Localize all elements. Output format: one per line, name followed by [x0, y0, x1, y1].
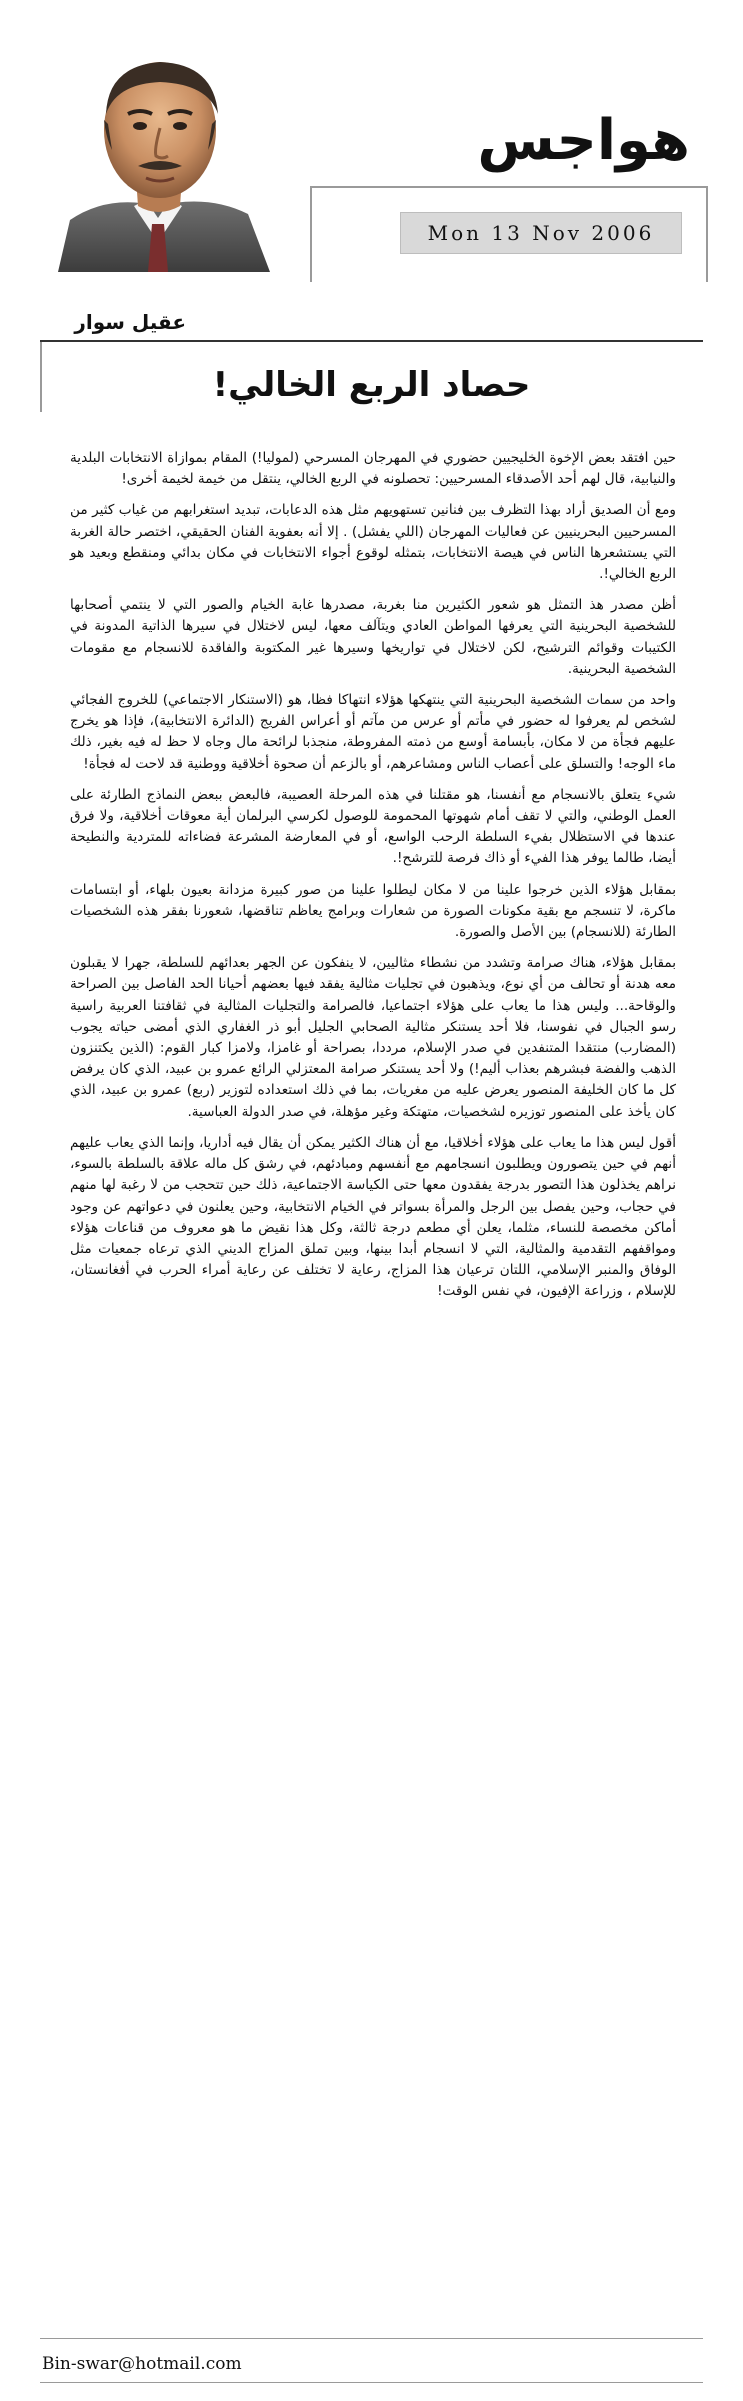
article-title: حصاد الربع الخالي! [212, 365, 531, 405]
footer-bottom-rule [40, 2382, 703, 2383]
footer-top-rule [40, 2338, 703, 2339]
publication-date [400, 212, 682, 254]
article-paragraph: بمقابل هؤلاء، هناك صرامة وتشدد من نشطاء مثاليين، لا ينفكون عن الجهر بعدائهم للسلطة، جهرا لا يقبلون معه هدنة أو تحالف من أي نوع، ويذهبون في تجليات مثالية يفقد فيها بعضهم أحيانا الحد الفاصل بين الصراحة والوقاحة... وليس هذا ما يعاب على هؤلاء اجتماعيا، فالصرامة والتجليات المثالية في ثقافتنا العربية راسية رسو الجبال في نفوسنا، فلا أحد يستنكر مثالية الصحابي الجليل أبو ذر الغفاري الذي أمضى حياته يجوب (المضارب) منتقدا المتنفدين في صدر الإسلام، مرددا، بصراحة أو غامزا، ولامزا كبار القوم: (الذين يكتنزون الذهب والفضة فبشرهم بعذاب أليم!) ولا أحد يستنكر صرامة المعتزلي الرائع عمرو بن عبيد، الذي كان يرفض كل ما كان الخليفة المنصور يعرض عليه من مغريات، بما في ذلك استعداده لتوزير (ربع) عمرو بن عبيد، الذي كان يأخذ على المنصور توزيره لشخصيات، متهتكة وغير مؤهلة، في صدر الدولة العباسية. [70, 955, 676, 1120]
date-text: Mon 13 Nov 2006 [427, 221, 655, 245]
article-paragraph: بمقابل هؤلاء الذين خرجوا علينا من لا مكان ليطلوا علينا من صور كبيرة مزدانة بعيون بلهاء، أو ابتسامات ماكرة، لا تنسجم مع بقية مكونات الصورة من شعارات وبرامج يعاظم تناقضها، شعورنا بفقر هذه الشخصيات الطارئة (للانسجام) بين الأصل والصورة. [70, 881, 676, 941]
author-portrait-image [48, 28, 278, 272]
column-name: هواجس [477, 108, 690, 173]
author-email[interactable]: Bin-swar@hotmail.com [42, 2354, 242, 2374]
author-underline [40, 340, 703, 342]
header-top-rule [310, 186, 312, 282]
article-paragraph: واحد من سمات الشخصية البحرينية التي ينتهكها هؤلاء انتهاكا فظا، هو (الاستنكار الاجتماعي) للخروج الفجائي لشخص لم يعرفوا له حضور في مأتم أو عرس من مآتم أو أعراس الفريج (الدائرة الانتخابية)، فإذا هو يخرج عليهم فجأة من لا مكان، بأبسامة أوسع من ذمته المفروطة، منجذبا لرائحة مال وجاه لا حظ له فيه بغير، ذلك ماء الوجه! والتسلق على أعصاب الناس ومشاعرهم، أو بالزعم أن صحوة أخلاقية ووطنية قد لاحت له فجأة! [70, 692, 676, 772]
article-paragraph: ومع أن الصديق أراد بهذا التظرف بين فنانين تستهويهم مثل هذه الدعابات، تبديد استغرابهم من غياب كثير من المسرحيين البحرينيين عن فعاليات المهرجان (اللي يفشل) . إلا أنه بعفوية الفنان الحقيقي، اختصر حالة الغربة التي يستشعرها الناس في هيصة الانتخابات، بتمثله لوقوع أجواء الانتخابات في مكان بدائي ومنقطع وبعيد هو الربع الخالي!. [70, 502, 676, 583]
header-frame-top [310, 186, 708, 188]
article-paragraph: أظن مصدر هذ التمثل هو شعور الكثيرين منا بغربة، مصدرها غابة الخيام والصور التي لا ينتمي أصحابها للشخصية البحرينية التي يعرفها المواطن العادي ويتآلف معها، ليس لاختلال في سيرها الذاتية المدونة في الكتيبات وقوائم الترشيح، لكن لاختلال في تواريخها وسيرها غير المكتوبة والفاقدة للانسجام مع مقومات الشخصية البحرينية. [70, 597, 676, 677]
header-right-rule [706, 186, 708, 282]
article-body [70, 448, 676, 1313]
article-paragraph: أقول ليس هذا ما يعاب على هؤلاء أخلاقيا، مع أن هناك الكثير يمكن أن يقال فيه أداريا، وإنما الذي يعاب عليهم أنهم في حين يتصورون ويطلبون انسجامهم مع أنفسهم ومبادئهم، في رشق كل ماله علاقة بالسلطة بالسوء، نراهم يخذلون هذا التصور بدرجة يفقدون معها حتى الكياسة الاجتماعية، ذلك حين تتحجب من لا رغبة لها منهم في حجاب، وحين يفصل بين الرجل والمرأة بسواتر في الخيام الانتخابية، وحين يعلنون في دعواتهم عن وجود أماكن مخصصة للنساء، مثلما، يعلن أي مطعم درجة ثالثة، وكل هذا نقيض ما هو معروف من قناعات هؤلاء ومواقفهم التقدمية والمثالية، التي لا انسجام أبدا بينها، وبين تملق المزاج الديني الذي ترعاه جمعيات مثل الوفاق والمنبر الإسلامي، اللتان ترعيان هذا المزاج، رعاية لا تختلف عن رعاية أمراء الحرب في أفغانستان، للإسلام ، وزراعة الإفيون، في نفس الوقت! [70, 1134, 676, 1300]
article-paragraph: حين افتقد بعض الإخوة الخليجيين حضوري في المهرجان المسرحي (لموليا!) المقام بموازاة الانتخابات البلدية والنيابية، قال لهم أحد الأصدقاء المسرحيين: تحصلونه في الربع الخالي، ينتقل من خيمة لخيمة أخرى! [70, 450, 676, 488]
author-photo [48, 28, 278, 272]
author-name: عقيل سوار [74, 310, 186, 334]
article-paragraph: شيء يتعلق بالانسجام مع أنفسنا، هو مقتلنا في هذه المرحلة العصيبة، فالبعض ببعض النماذج الطارئة على العمل الوطني، والتي لا تقف أمام شهوتها المحمومة للوصول لكرسي البرلمان أية معوقات أخلاقية، ولا فرق عندها في الاستظلال بفيء السلطة الرحب الواسع، أو في المعارضة المشرعة فضاءاته للمتردية والنطيحة أيضا، طالما يوفر هذا الفيء أو ذاك فرصة للترشح!. [70, 786, 676, 867]
